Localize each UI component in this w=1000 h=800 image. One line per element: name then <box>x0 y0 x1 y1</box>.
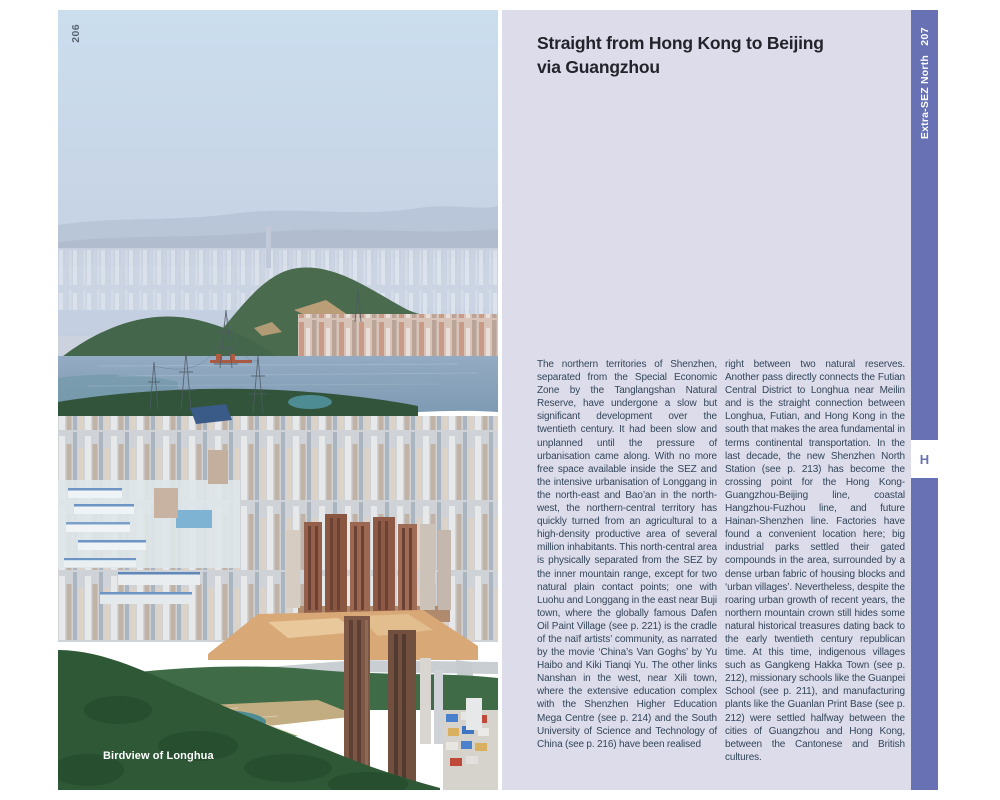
body-columns <box>537 358 905 764</box>
longhua-aerial-photo <box>58 10 498 790</box>
article-title <box>537 31 877 79</box>
left-page <box>58 10 498 790</box>
left-page-number: 206 <box>70 24 82 43</box>
article-title-line2: via Guangzhou <box>537 57 660 77</box>
right-page <box>502 10 938 790</box>
body-column-2: right between two natural reserves. Another pass directly connects the Futian Central District to Longhua near Meilin and is the straight connection between Longhua, Futian, and Hong Kong in the south that makes the area fundamental in terms continental transportation. In the last decade, the new Shenzhen North Station (see p. 213) has become the crossing point for the Hong Kong-Guangzhou-Beijing line, coastal Hangzhou-Fuzhou line, and future Hainan-Shenzhen line. Factories have found a convenient location here; big industrial parks settled their gated compounds in the area, surrounded by a dense urban fabric of housing blocks and ‘urban villages’. Nevertheless, despite the roaring urban growth of recent years, the northern mountain crown still hides some natural historical treasures dating back to the early twentieth century republican time. At this time, indigenous villages such as Gangkeng Hakka Town (see p. 212), missionary schools like the Guanpei School (see p. 211), and manufacturing plants like the Guanlan Print Base (see p. 212) were settled halfway between the cities of Guangzhou and Hong Kong, between the Cantonese and British cultures. <box>725 359 905 763</box>
section-index-letter: H <box>919 451 930 467</box>
photo-caption: Birdview of Longhua <box>103 750 214 762</box>
body-column-1: The northern territories of Shenzhen, separated from the Special Economic Zone by the Tanglangshan Natural Reserve, have undergone a slow but significant development over the twentieth century. It had been slow and unplanned until the pressure of urbanisation came along. With no more free space available inside the SEZ and the intensive urbanisation of Longgang in the north-east and Bao’an in the north-west, the northern-central territory has quickly turned from an agricultural to a high-density productive area of several million inhabitants. This north-central area is physically separated from the SEZ by the inner mountain range, except for two natural plain contact points; one with Luohu and Longgang in the east near Buji town, where the globally famous Dafen Oil Paint Village (see p. 221) is the cradle of the naïf artists’ community, as narrated by the movie ‘China’s Van Goghs’ by Yu Haibo and Kiki Tianqi Yu. The other links Nanshan in the west, near Xili town, where the extensive education complex with the Shenzhen Higher Education Mega Centre (see p. 214) and the South University of Science and Technology of China (see p. 216) have been realised <box>537 359 717 750</box>
section-tab-label: Extra-SEZ North <box>918 54 931 139</box>
section-tab-bar <box>911 10 938 790</box>
right-page-number: 207 <box>918 27 931 46</box>
article-title-line1: Straight from Hong Kong to Beijing <box>537 33 824 53</box>
section-tab-gap <box>911 440 938 478</box>
